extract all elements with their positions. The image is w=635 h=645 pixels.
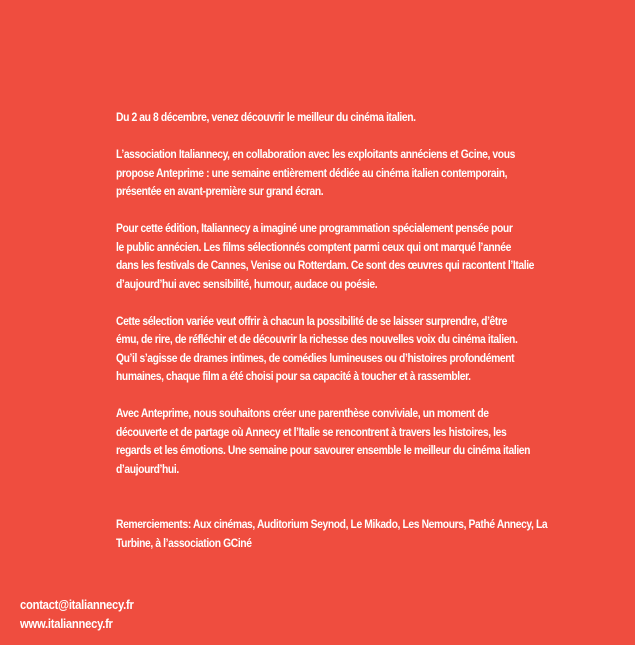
intro-paragraph: Du 2 au 8 décembre, venez découvrir le meilleur du cinéma italien. [116,110,416,124]
anteprime-paragraph: Avec Anteprime, nous souhaitons créer une parenthèse conviviale, un moment de découverte et de partage où Annecy et l’Italie se rencontrent à travers les histoires, les regards et les émotions. Une semaine pour savourer ensemble le meilleur du cinéma italien d’aujourd’hui. [116,406,531,476]
selection-paragraph: Cette sélection variée veut offrir à chacun la possibilité de se laisser surprendre, d’être ému, de rire, de réfléchir et de découvrir la richesse des nouvelles voix du cinéma italien. Qu’il s’agisse de drames intimes, de comédies lumineuses ou d’histoires profondément humaines, chaque film a été choisi pour sa capacité à toucher et à rassembler. [116,313,518,383]
contact-footer [20,596,134,634]
programme-paragraph: Pour cette édition, Italiannecy a imaginé une programmation spécialement pensée pour le public annécien. Les films sélectionnés comptent parmi ceux qui ont marqué l’année dans les festivals de Cannes, Venise ou Rotterdam. Ce sont des œuvres qui racontent l’Italie d’aujourd’hui avec sensibilité, humour, audace ou poésie. [116,221,535,291]
main-text-block [116,108,550,571]
contact-email: contact@italiannecy.fr [20,598,134,612]
thanks-paragraph: Remerciements: Aux cinémas, Auditorium Seynod, Le Mikado, Les Nemours, Pathé Annecy, La Turbine, à l’association GCiné [116,517,548,550]
website-link: www.italiannecy.fr [20,617,113,631]
association-paragraph: L’association Italiannecy, en collaboration avec les exploitants annéciens et Gcine, vous propose Anteprime : une semaine entièrement dédiée au cinéma italien contemporain, présentée en avant-première sur grand écran. [116,147,515,198]
